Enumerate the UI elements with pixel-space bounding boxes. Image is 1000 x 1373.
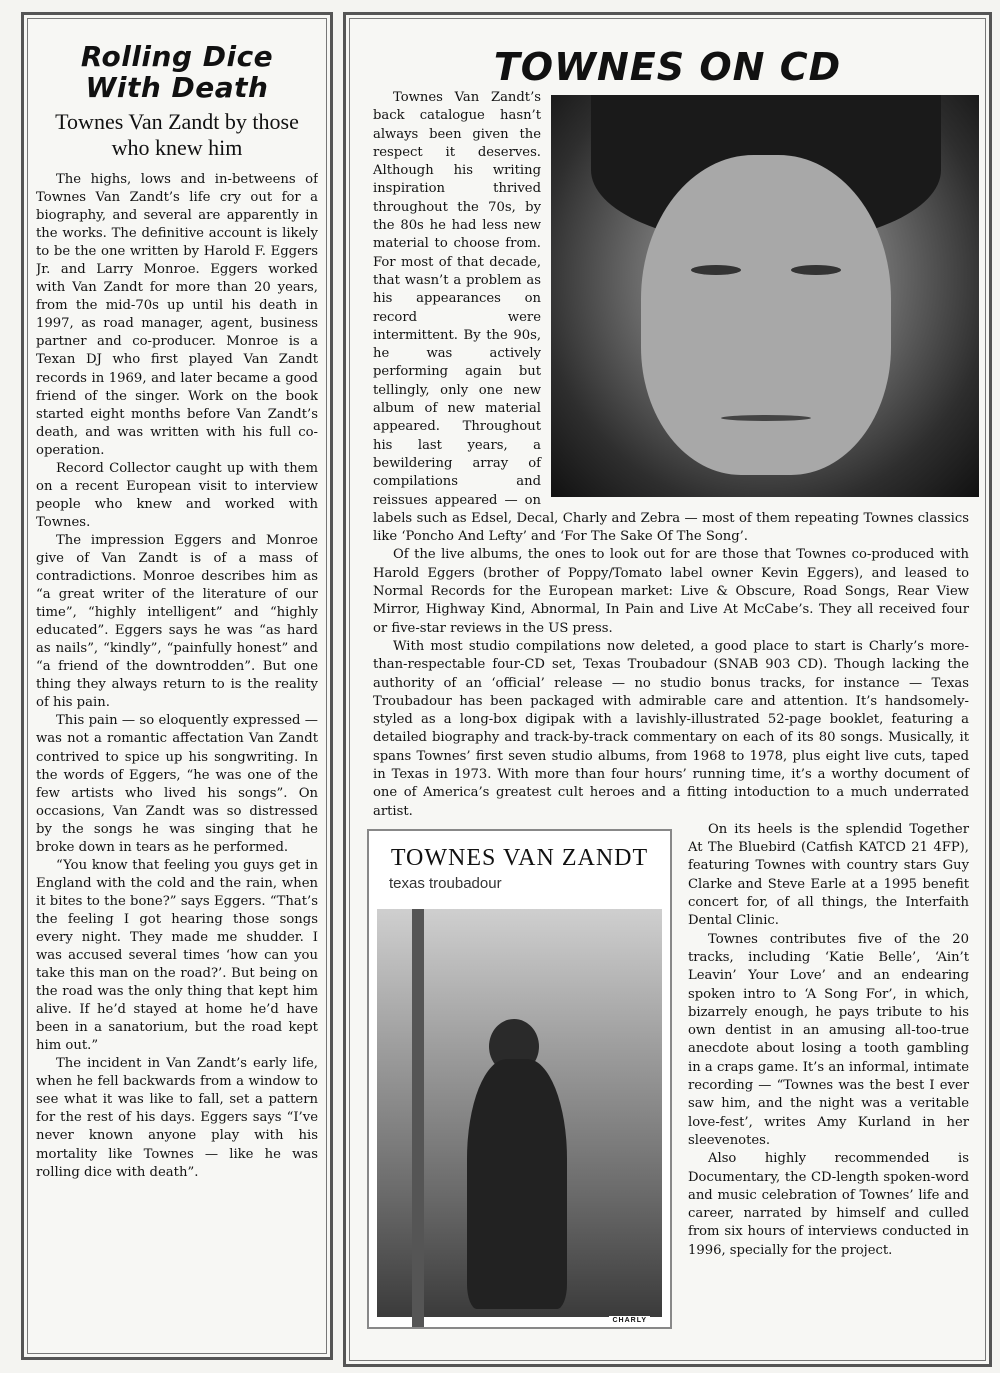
sidebar-title-line1: Rolling Dice — [80, 40, 274, 73]
cd-cover-album: texas troubadour — [389, 874, 502, 892]
cd-cover-image — [367, 829, 672, 1329]
main-paragraph: With most studio compilations now deleted, a good place to start is Charly’s more-than-respectable four-CD set, Texas Troubadour (SNAB 903 CD). Though lacking the authority of an ‘official’ release — no studio bonus tracks, for instance — Texas Troubadour has been packaged with admirable care and attention. It’s handsomely-styled as a long-box digipak with a lavishly-illustrated 52-page booklet, featuring a detailed biography and track-by-track commentary on each of its 80 songs. Musically, it spans Townes’ first seven studio albums, from 1968 to 1978, plus eight live cuts, taped in Texas in 1973. With more than four hours’ running time, it’s a worthy document of one of America’s greatest cult heroes and a fitting intoduction to a much underrated artist. — [373, 638, 969, 819]
main-paragraph: Of the live albums, the ones to look out for are those that Townes co-produced with Harold Eggers (brother of Poppy/Tomato label owner Kevin Eggers), and leased to Normal Records for the European market: Live & Obscure, Road Songs, Rear View Mirror, Highway Kind, Abnormal, In Pain and Live At McCabe’s. They all received four or five-star reviews in the US press. — [373, 547, 969, 636]
cd-cover-artist: TOWNES VAN ZANDT — [390, 844, 649, 871]
main-title: TOWNES ON CD — [493, 45, 842, 89]
sidebar-subtitle: Townes Van Zandt by those who knew him — [55, 109, 299, 160]
sidebar-paragraph: The highs, lows and in-betweens of Townes Van Zandt’s life cry out for a biography, and several are apparently in the works. The definitive account is likely to be the one written by Harold F. Eggers Jr. and Larry Monroe. Eggers worked with Van Zandt for more than 20 years, from the mid-70s up until his death in 1997, as road manager, agent, business partner and co-producer. Monroe is a Texan DJ who first played Van Zandt records in 1969, and later became a good friend of the singer. Work on the book started eight months before Van Zandt’s death, and was written with his full co-operation. — [36, 172, 318, 458]
main-paragraph: Townes contributes five of the 20 tracks, including ‘Katie Belle’, ‘Ain’t Leavin’ Your Love’ and an endearing spoken intro to ‘A Song For’, in which, bizarrely enough, he pays tribute to his own dentist in an amusing all-too-true anecdote about losing a tooth gambling in a craps game. It’s an informal, intimate recording — “Townes was the best I ever saw him, and the night was a veritable love-fest’, writes Amy Kurland in her sleevenotes. — [688, 931, 969, 1148]
sidebar-paragraph: “You know that feeling you guys get in England with the cold and the rain, when it bites to the bone?” says Eggers. “That’s the feeling I got hearing those songs every night. They made me shudder. I was accused several times ‘how can you take this man on the road?’. But being on the road was the only thing that kept him alive. If he’d stayed at home he’d have been in a sanatorium, but the road kept him out.” — [36, 857, 318, 1054]
cd-cover-photo — [377, 909, 662, 1317]
sidebar-article — [21, 12, 333, 1360]
sidebar-title — [36, 41, 318, 103]
main-paragraph: Townes Van Zandt’s back catalogue hasn’t always been given the respect it deserves. Although his writing inspiration thrived throughout the 70s, by the 80s he had less new material to choose from. For most of that decade, that wasn’t a problem as his appearances on record were intermittent. By the 90s, he was actively performing again but tellingly, only one new album of new material appeared. Throughout his last years, a bewildering array of compilations and reissues appeared — on labels such as Edsel, Decal, Charly and Zebra — most of them repeating Townes classics like ‘Poncho And Lefty’ and ‘For The Sake Of The Song’. — [373, 90, 969, 545]
main-paragraph: Also highly recommended is Documentary, the CD-length spoken-word and music celebration of Townes’ life and career, narrated by himself and culled from six hours of interviews conducted in 1996, specially for the project. — [688, 1151, 969, 1258]
sidebar-paragraph: This pain — so eloquently expressed — was not a romantic affectation Van Zandt contrived to spice up his songwriting. In the words of Eggers, “he was one of the few artists who lived his songs”. On occasions, Van Zandt was so distressed by the songs he was singing that he broke down in tears as he performed. — [36, 713, 318, 855]
charly-logo: CHARLY — [609, 1316, 650, 1325]
sidebar-paragraph: The incident in Van Zandt’s early life, when he fell backwards from a window to see what it was like to fall, set a pattern for the rest of his days. Eggers says “I’ve never known anyone play with his mortality like Townes — like he was rolling dice with death”. — [36, 1056, 318, 1180]
sidebar-body — [36, 171, 318, 1182]
main-body — [373, 89, 969, 1354]
sidebar-paragraph: Record Collector caught up with them on a recent European visit to interview people who knew and worked with Townes. — [36, 460, 318, 530]
sidebar-title-line2: With Death — [85, 71, 269, 104]
main-article — [343, 12, 992, 1367]
portrait-photo — [551, 95, 979, 497]
main-paragraph: On its heels is the splendid Together At The Bluebird (Catfish KATCD 21 4FP), featuring Townes with country stars Guy Clarke and Steve Earle at a 1995 benefit concert for, of all things, the Interfaith Dental Clinic. — [688, 821, 969, 929]
sidebar-paragraph: The impression Eggers and Monroe give of Van Zandt is of a mass of contradictions. Monroe describes him as “a great writer of the literature of our time”, “highly intelligent” and “highly educated”. Eggers says he was “as hard as nails”, “kindly”, “painfully honest” and “a friend of the downtrodden”. But one thing they always return to is the reality of his pain. — [36, 532, 318, 711]
